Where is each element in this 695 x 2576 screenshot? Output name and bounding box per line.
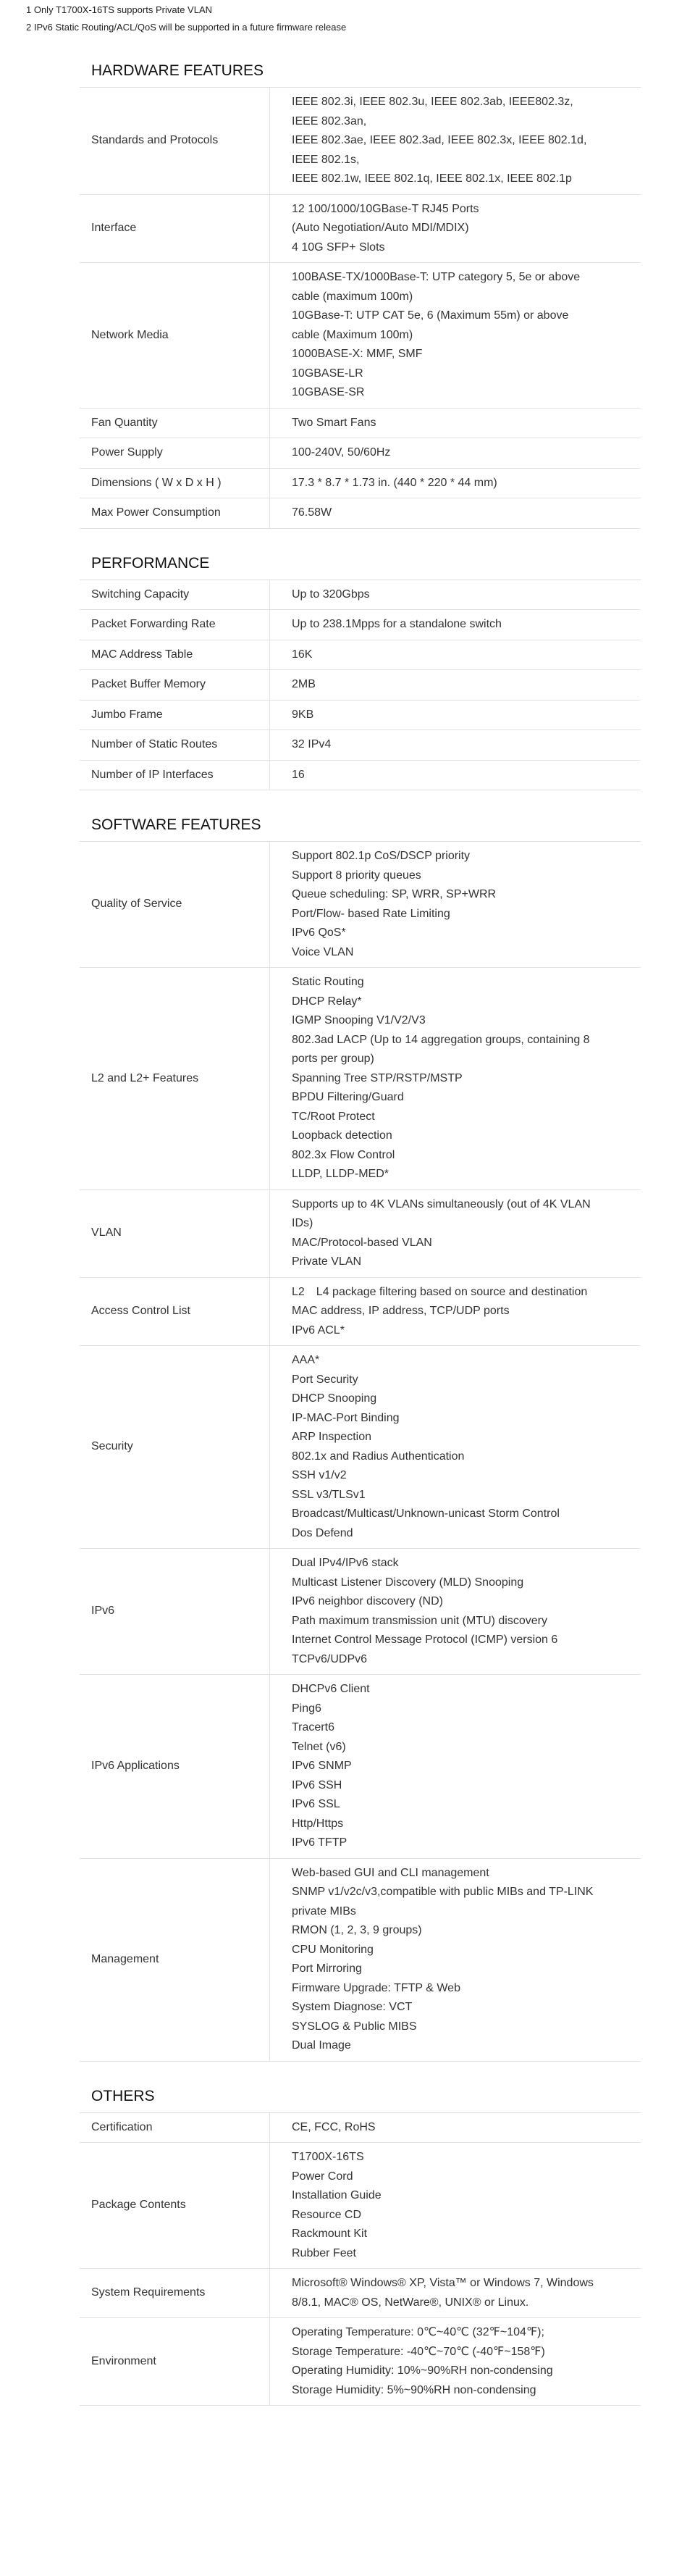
- spec-value-line: 10GBASE-SR: [292, 386, 365, 398]
- section-title: PERFORMANCE: [80, 529, 641, 580]
- spec-label: Dimensions ( W x D x H ): [80, 468, 270, 498]
- spec-table: [80, 88, 641, 529]
- spec-label: Security: [80, 1346, 270, 1549]
- spec-value-line: Http/Https: [292, 1817, 344, 1830]
- spec-table: [80, 2113, 641, 2406]
- spec-value-line: Operating Temperature: 0℃~40℃ (32℉~104℉);: [292, 2326, 544, 2338]
- spec-value-line: IPv6 SSH: [292, 1778, 342, 1791]
- spec-value-line: Two Smart Fans: [292, 416, 376, 429]
- spec-value-line: IPv6 neighbor discovery (ND): [292, 1595, 443, 1607]
- spec-value-line: Up to 320Gbps: [292, 587, 370, 601]
- spec-value-line: 12 100/1000/10GBase-T RJ45 Ports: [292, 202, 479, 215]
- spec-value-line: IPv6 SNMP: [292, 1760, 352, 1772]
- spec-value-line: 32 IPv4: [292, 738, 332, 750]
- spec-value-line: DHCP Relay*: [292, 995, 362, 1008]
- spec-value: [270, 2269, 641, 2318]
- spec-value-line: 10GBASE-LR: [292, 367, 363, 380]
- spec-value-line: L2 L4 package filtering based on source and destination MAC address, IP address, TCP/UDP ports: [292, 1285, 588, 1317]
- spec-label: Packet Buffer Memory: [80, 670, 270, 701]
- spec-value-line: SYSLOG & Public MIBS: [292, 2020, 417, 2033]
- spec-value-line: SNMP v1/v2c/v3,compatible with public MIBs and TP-LINK private MIBs: [292, 1886, 594, 1918]
- spec-label: System Requirements: [80, 2269, 270, 2318]
- spec-value-line: Port Mirroring: [292, 1962, 362, 1975]
- spec-value: [270, 498, 641, 529]
- spec-row: [80, 1189, 641, 1277]
- spec-row: [80, 498, 641, 529]
- spec-value: [270, 640, 641, 670]
- spec-value: [270, 1858, 641, 2061]
- spec-value-line: 9KB: [292, 708, 314, 721]
- spec-value-line: Firmware Upgrade: TFTP & Web: [292, 1981, 460, 1994]
- spec-value-line: Loopback detection: [292, 1129, 392, 1142]
- spec-row: [80, 610, 641, 640]
- spec-row: [80, 468, 641, 498]
- spec-value-line: Storage Temperature: -40℃~70℃ (-40℉~158℉): [292, 2345, 545, 2358]
- spec-value-line: Support 802.1p CoS/DSCP priority: [292, 850, 471, 862]
- spec-value-line: IGMP Snooping V1/V2/V3: [292, 1014, 426, 1026]
- spec-value-line: LLDP, LLDP-MED*: [292, 1168, 389, 1180]
- spec-value-line: MAC/Protocol-based VLAN: [292, 1236, 432, 1249]
- spec-value-line: DHCPv6 Client: [292, 1683, 370, 1695]
- spec-label: Network Media: [80, 263, 270, 409]
- spec-value-line: Voice VLAN: [292, 945, 354, 958]
- spec-value: [270, 1675, 641, 1859]
- spec-value-line: Spanning Tree STP/RSTP/MSTP: [292, 1071, 463, 1084]
- spec-value: [270, 700, 641, 730]
- spec-value-line: Broadcast/Multicast/Unknown-unicast Storm Control: [292, 1507, 560, 1520]
- spec-value-line: 76.58W: [292, 506, 332, 519]
- spec-row: [80, 670, 641, 701]
- spec-row: [80, 2113, 641, 2143]
- spec-value: [270, 438, 641, 469]
- spec-table: [80, 842, 641, 2062]
- spec-value: [270, 730, 641, 761]
- spec-value-line: IEEE 802.1w, IEEE 802.1q, IEEE 802.1x, IEEE 802.1p: [292, 172, 572, 185]
- footnote: 1 Only T1700X-16TS supports Private VLAN: [26, 4, 212, 15]
- spec-value-line: Queue scheduling: SP, WRR, SP+WRR: [292, 888, 497, 900]
- spec-label: Standards and Protocols: [80, 88, 270, 194]
- spec-value-line: ARP Inspection: [292, 1431, 371, 1443]
- spec-row: [80, 1346, 641, 1549]
- footnote: 2 IPv6 Static Routing/ACL/QoS will be supported in a future firmware release: [26, 22, 347, 33]
- spec-value-line: TC/Root Protect: [292, 1110, 375, 1123]
- spec-value: [270, 1189, 641, 1277]
- spec-value: [270, 1346, 641, 1549]
- spec-value: [270, 670, 641, 701]
- spec-row: [80, 1277, 641, 1346]
- spec-value-line: 100-240V, 50/60Hz: [292, 446, 391, 459]
- spec-label: Quality of Service: [80, 842, 270, 968]
- spec-value-line: Path maximum transmission unit (MTU) discovery: [292, 1614, 547, 1627]
- spec-label: L2 and L2+ Features: [80, 968, 270, 1190]
- spec-value-line: TCPv6/UDPv6: [292, 1652, 368, 1665]
- spec-value-line: 17.3 * 8.7 * 1.73 in. (440 * 220 * 44 mm): [292, 476, 497, 489]
- spec-value-line: 802.3ad LACP (Up to 14 aggregation groups, containing 8 ports per group): [292, 1033, 590, 1065]
- spec-row: [80, 640, 641, 670]
- spec-value: [270, 610, 641, 640]
- spec-value: [270, 842, 641, 968]
- spec-sheet: [0, 36, 695, 2406]
- spec-value-line: Port/Flow- based Rate Limiting: [292, 907, 450, 920]
- spec-value-line: IEEE 802.3i, IEEE 802.3u, IEEE 802.3ab, IEEE802.3z, IEEE 802.3an,: [292, 96, 573, 127]
- spec-table: [80, 580, 641, 791]
- spec-value-line: Resource CD: [292, 2208, 362, 2221]
- spec-value: [270, 2143, 641, 2269]
- spec-value-line: (Auto Negotiation/Auto MDI/MDIX): [292, 222, 469, 234]
- section-title: OTHERS: [80, 2062, 641, 2113]
- spec-value-line: Web-based GUI and CLI management: [292, 1866, 489, 1879]
- spec-value-line: Dos Defend: [292, 1526, 353, 1539]
- spec-row: [80, 842, 641, 968]
- spec-label: Packet Forwarding Rate: [80, 610, 270, 640]
- spec-value-line: Installation Guide: [292, 2189, 382, 2201]
- spec-value-line: 16: [292, 768, 305, 781]
- spec-label: IPv6: [80, 1549, 270, 1675]
- spec-value: [270, 468, 641, 498]
- spec-row: [80, 194, 641, 263]
- spec-row: [80, 760, 641, 790]
- spec-value-line: Supports up to 4K VLANs simultaneously (out of 4K VLAN IDs): [292, 1197, 591, 1229]
- spec-value-line: Up to 238.1Mpps for a standalone switch: [292, 618, 502, 630]
- spec-value-line: SSL v3/TLSv1: [292, 1488, 366, 1501]
- spec-label: Jumbo Frame: [80, 700, 270, 730]
- spec-value-line: AAA*: [292, 1354, 320, 1366]
- spec-value-line: 4 10G SFP+ Slots: [292, 241, 385, 254]
- spec-row: [80, 1675, 641, 1859]
- spec-label: Max Power Consumption: [80, 498, 270, 529]
- spec-value-line: Dual Image: [292, 2039, 351, 2052]
- spec-value: [270, 2318, 641, 2406]
- spec-value-line: 10GBase-T: UTP CAT 5e, 6 (Maximum 55m) or above cable (Maximum 100m): [292, 309, 569, 341]
- spec-value-line: CE, FCC, RoHS: [292, 2120, 376, 2133]
- spec-row: [80, 2269, 641, 2318]
- spec-value-line: Internet Control Message Protocol (ICMP) version 6: [292, 1634, 558, 1646]
- spec-value-line: Dual IPv4/IPv6 stack: [292, 1557, 399, 1569]
- spec-value-line: Telnet (v6): [292, 1740, 346, 1753]
- spec-value-line: IPv6 TFTP: [292, 1836, 348, 1849]
- spec-row: [80, 408, 641, 438]
- spec-value-line: CPU Monitoring: [292, 1943, 374, 1956]
- spec-value-line: Private VLAN: [292, 1255, 362, 1268]
- spec-label: Fan Quantity: [80, 408, 270, 438]
- spec-value-line: DHCP Snooping: [292, 1392, 377, 1405]
- spec-label: Access Control List: [80, 1277, 270, 1346]
- spec-value-line: IP-MAC-Port Binding: [292, 1411, 400, 1424]
- spec-label: Certification: [80, 2113, 270, 2143]
- spec-value-line: 802.1x and Radius Authentication: [292, 1450, 465, 1463]
- spec-label: Environment: [80, 2318, 270, 2406]
- spec-value: [270, 408, 641, 438]
- spec-value: [270, 580, 641, 610]
- spec-value: [270, 2113, 641, 2143]
- spec-value-line: Power Cord: [292, 2170, 353, 2183]
- spec-value: [270, 1549, 641, 1675]
- spec-value-line: SSH v1/v2: [292, 1469, 347, 1481]
- spec-label: Power Supply: [80, 438, 270, 469]
- spec-value-line: Ping6: [292, 1702, 321, 1715]
- spec-row: [80, 2318, 641, 2406]
- section-title: HARDWARE FEATURES: [80, 36, 641, 88]
- spec-label: Switching Capacity: [80, 580, 270, 610]
- spec-value-line: Storage Humidity: 5%~90%RH non-condensing: [292, 2383, 536, 2396]
- spec-value-line: 100BASE-TX/1000Base-T: UTP category 5, 5e or above cable (maximum 100m): [292, 271, 581, 303]
- spec-value-line: Operating Humidity: 10%~90%RH non-condensing: [292, 2364, 553, 2377]
- spec-value: [270, 760, 641, 790]
- spec-value-line: IEEE 802.3ae, IEEE 802.3ad, IEEE 802.3x, IEEE 802.1d, IEEE 802.1s,: [292, 134, 587, 166]
- spec-value: [270, 194, 641, 263]
- spec-label: Number of Static Routes: [80, 730, 270, 761]
- spec-row: [80, 730, 641, 761]
- spec-value-line: 802.3x Flow Control: [292, 1148, 395, 1161]
- spec-section: [80, 529, 641, 791]
- spec-value-line: Multicast Listener Discovery (MLD) Snooping: [292, 1576, 524, 1589]
- spec-section: [80, 36, 641, 529]
- spec-value: [270, 1277, 641, 1346]
- spec-value-line: Rubber Feet: [292, 2246, 356, 2259]
- spec-row: [80, 968, 641, 1190]
- spec-label: IPv6 Applications: [80, 1675, 270, 1859]
- spec-value-line: Port Security: [292, 1373, 358, 1386]
- spec-row: [80, 88, 641, 194]
- spec-section: [80, 2062, 641, 2406]
- section-title: SOFTWARE FEATURES: [80, 790, 641, 842]
- spec-value-line: IPv6 QoS*: [292, 927, 346, 939]
- spec-row: [80, 580, 641, 610]
- spec-row: [80, 1549, 641, 1675]
- spec-row: [80, 2143, 641, 2269]
- spec-label: VLAN: [80, 1189, 270, 1277]
- spec-value-line: 1000BASE-X: MMF, SMF: [292, 348, 423, 360]
- spec-value-line: System Diagnose: VCT: [292, 2001, 413, 2013]
- spec-value: [270, 968, 641, 1190]
- spec-value: [270, 263, 641, 409]
- spec-label: Number of IP Interfaces: [80, 760, 270, 790]
- spec-label: MAC Address Table: [80, 640, 270, 670]
- spec-row: [80, 1858, 641, 2061]
- spec-label: Management: [80, 1858, 270, 2061]
- spec-value-line: 16K: [292, 648, 313, 661]
- spec-value-line: BPDU Filtering/Guard: [292, 1091, 404, 1103]
- spec-label: Interface: [80, 194, 270, 263]
- spec-value: [270, 88, 641, 194]
- footnotes: [0, 0, 695, 36]
- spec-value-line: IPv6 ACL*: [292, 1323, 345, 1337]
- spec-row: [80, 263, 641, 409]
- spec-value-line: RMON (1, 2, 3, 9 groups): [292, 1924, 422, 1936]
- spec-value-line: Microsoft® Windows® XP, Vista™ or Windows 7, Windows 8/8.1, MAC® OS, NetWare®, UNIX® or Linux.: [292, 2277, 594, 2309]
- spec-label: Package Contents: [80, 2143, 270, 2269]
- spec-value-line: Static Routing: [292, 976, 364, 988]
- spec-row: [80, 700, 641, 730]
- spec-value-line: Tracert6: [292, 1721, 334, 1734]
- spec-value-line: 2MB: [292, 678, 316, 690]
- spec-value-line: T1700X-16TS: [292, 2151, 364, 2163]
- spec-row: [80, 438, 641, 469]
- spec-value-line: Rackmount Kit: [292, 2228, 368, 2240]
- spec-section: [80, 790, 641, 2062]
- spec-value-line: Support 8 priority queues: [292, 869, 421, 882]
- spec-value-line: IPv6 SSL: [292, 1798, 340, 1810]
